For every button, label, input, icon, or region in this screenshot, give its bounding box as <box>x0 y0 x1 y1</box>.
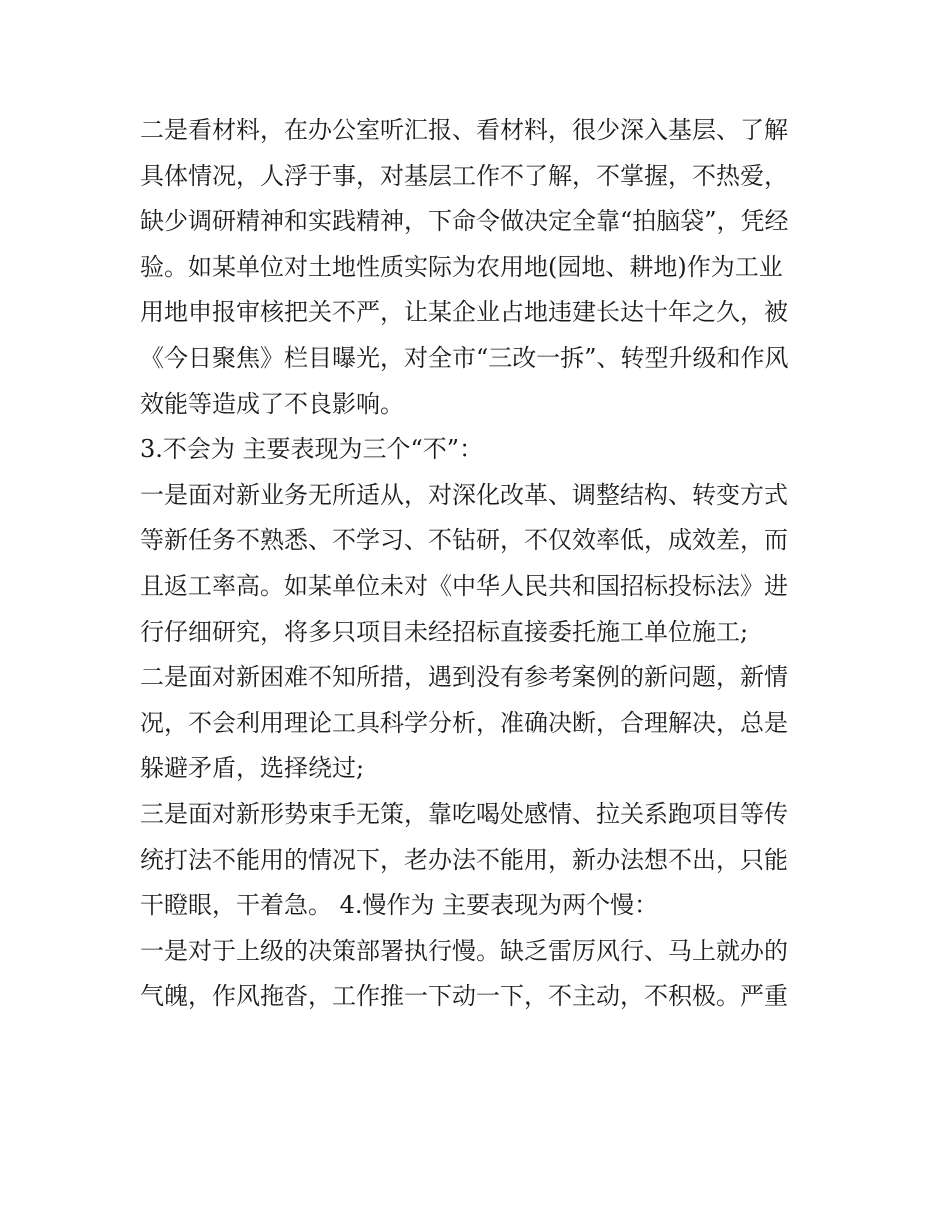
text-line: 验。如某单位对土地性质实际为农用地(园地、耕地)作为工业 <box>140 252 783 281</box>
body-text <box>140 108 816 1020</box>
text-line: 且返工率高。如某单位未对《中华人民共和国招标投标法》进 <box>140 571 788 600</box>
text-line: 具体情况，人浮于事，对基层工作不了解，不掌握，不热爱， <box>140 161 788 190</box>
text-line: 躲避矛盾，选择绕过; <box>140 754 365 783</box>
text-line: 统打法不能用的情况下，老办法不能用，新办法想不出，只能 <box>140 845 788 874</box>
text-line: 效能等造成了不良影响。 <box>140 389 404 418</box>
text-line: 况，不会利用理论工具科学分析，准确决断，合理解决，总是 <box>140 708 788 737</box>
text-line: 二是看材料，在办公室听汇报、看材料，很少深入基层、了解 <box>140 116 788 144</box>
text-line: 三是面对新形势束手无策，靠吃喝处感情、拉关系跑项目等传 <box>140 799 788 828</box>
text-line: 二是面对新困难不知所措，遇到没有参考案例的新问题，新情 <box>140 663 788 692</box>
text-line: 干瞪眼，干着急。 4.慢作为 主要表现为两个慢： <box>140 891 659 920</box>
section-heading: 3.不会为 主要表现为三个“不”： <box>140 435 484 464</box>
text-line: 用地申报审核把关不严，让某企业占地违建长达十年之久，被 <box>140 298 788 327</box>
text-line: 行仔细研究，将多只项目未经招标直接委托施工单位施工; <box>140 617 749 646</box>
text-line: 一是对于上级的决策部署执行慢。缺乏雷厉风行、马上就办的 <box>140 936 788 965</box>
text-line: 气魄，作风拖沓，工作推一下动一下，不主动，不积极。严重 <box>140 982 788 1011</box>
text-line: 《今日聚焦》栏目曝光，对全市“三改一拆”、转型升级和作风 <box>140 343 789 372</box>
text-line: 缺少调研精神和实践精神，下命令做决定全靠“拍脑袋”，凭经 <box>140 207 789 236</box>
text-line: 等新任务不熟悉、不学习、不钻研，不仅效率低，成效差，而 <box>140 526 788 555</box>
text-line: 一是面对新业务无所适从，对深化改革、调整结构、转变方式 <box>140 480 788 509</box>
